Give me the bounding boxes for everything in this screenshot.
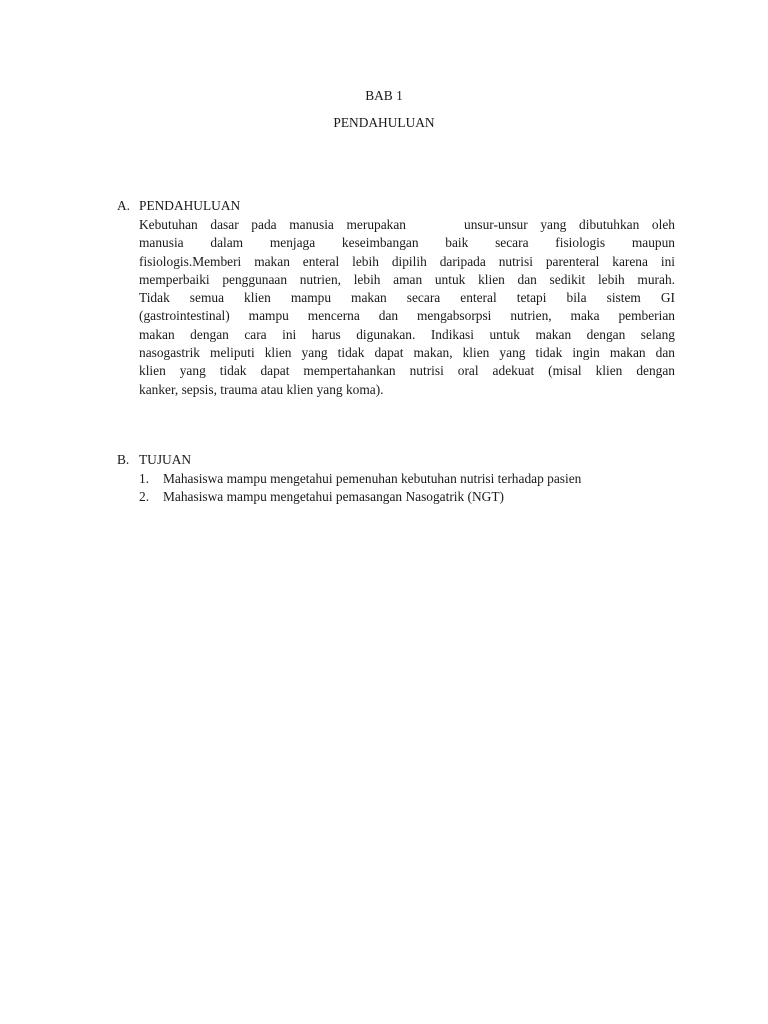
paragraph-line: memperbaiki penggunaan nutrien, lebih aman untuk klien dan sedikit lebih murah. (139, 271, 675, 287)
paragraph-line-part: Kebutuhan dasar pada manusia merupakan (139, 217, 406, 232)
paragraph-line: Tidak semua klien mampu makan secara enteral tetapi bila sistem GI (139, 290, 675, 306)
list-item-text: Mahasiswa mampu mengetahui pemenuhan kebutuhan nutrisi terhadap pasien (163, 471, 582, 486)
objectives-list (139, 470, 581, 507)
chapter-number: BAB 1 (365, 88, 403, 103)
paragraph-line-part: unsur-unsur yang dibutuhkan oleh (464, 217, 675, 232)
list-item-number: 2. (139, 489, 150, 505)
paragraph-line: manusia dalam menjaga keseimbangan baik secara fisiologis maupun (139, 235, 675, 251)
list-item-text: Mahasiswa mampu mengetahui pemasangan Nasogatrik (NGT) (163, 489, 504, 505)
section-a-heading (117, 198, 240, 214)
list-item (139, 470, 581, 488)
list-item (139, 488, 581, 506)
paragraph-line: fisiologis.Memberi makan enteral lebih dipilih daripada nutrisi parenteral karena ini (139, 253, 675, 269)
paragraph-line: klien yang tidak dapat mempertahankan nutrisi oral adekuat (misal klien dengan (139, 363, 675, 379)
section-a-title: PENDAHULUAN (139, 198, 241, 213)
section-b-heading (117, 452, 191, 468)
section-a-letter: A. (117, 198, 131, 213)
chapter-title: PENDAHULUAN (333, 115, 435, 130)
section-b-letter: B. (117, 452, 130, 467)
section-a-paragraph (139, 216, 675, 399)
paragraph-line (139, 216, 675, 234)
paragraph-line: nasogastrik meliputi klien yang tidak dapat makan, klien yang tidak ingin makan dan (139, 345, 675, 361)
list-item-number: 1. (139, 471, 150, 486)
paragraph-line: (gastrointestinal) mampu mencerna dan mengabsorpsi nutrien, maka pemberian (139, 308, 675, 324)
paragraph-line: kanker, sepsis, trauma atau klien yang koma). (139, 381, 384, 397)
paragraph-line: makan dengan cara ini harus digunakan. Indikasi untuk makan dengan selang (139, 326, 675, 342)
section-b-title: TUJUAN (139, 452, 192, 467)
